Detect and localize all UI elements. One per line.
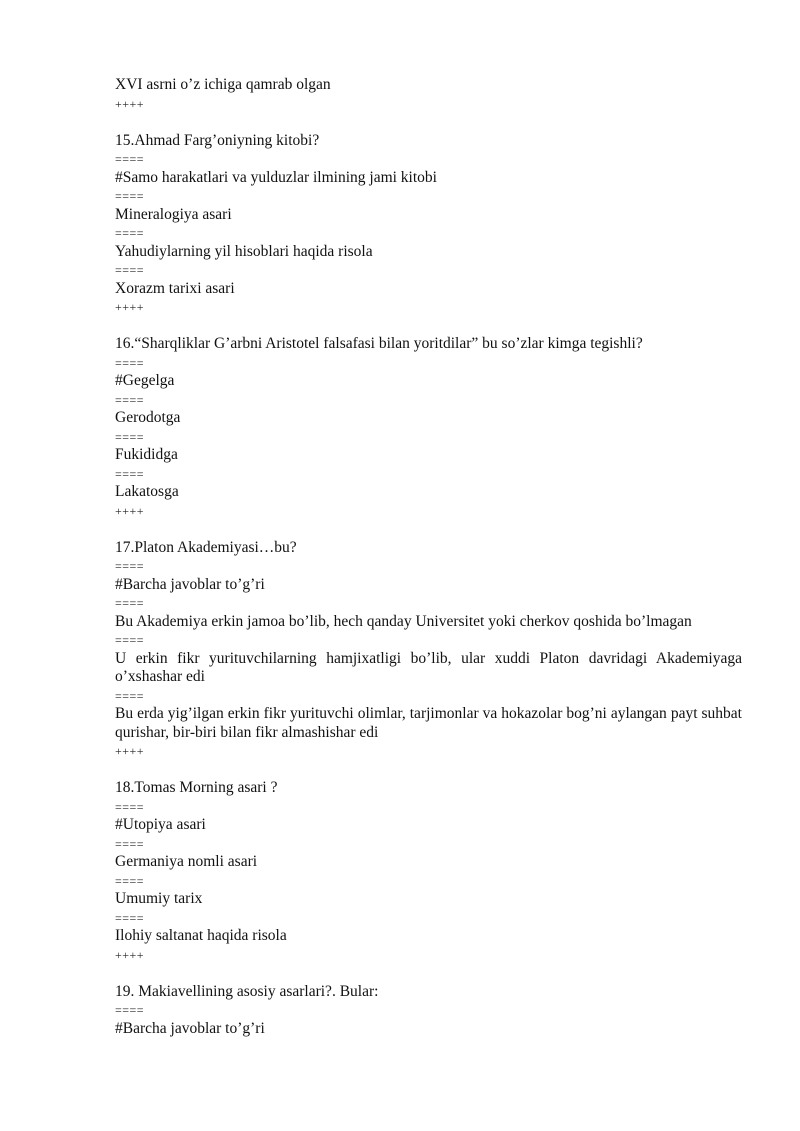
separator-line: ====: [115, 152, 145, 166]
separator-line: ====: [115, 688, 145, 703]
text-line: Mineralogiya asari: [115, 205, 232, 223]
text-line: 17.Platon Akademiyasi…bu?: [115, 538, 297, 556]
separator-line: ====: [115, 836, 145, 851]
separator-line: ====: [115, 799, 145, 814]
text-line: XVI asrni o’z ichiga qamrab olgan: [115, 76, 331, 93]
text-line: #Utopiya asari: [115, 816, 206, 833]
separator-line: ====: [115, 910, 145, 925]
text-line: #Barcha javoblar to’g’ri: [115, 575, 265, 593]
text-line: 19. Makiavellining asosiy asarlari?. Bular:: [115, 982, 379, 1000]
blank-line: [115, 113, 742, 132]
text-line: Yahudiylarning yil hisoblari haqida risola: [115, 242, 373, 260]
text-line: #Barcha javoblar to’g’ri: [115, 1019, 265, 1037]
text-line: U erkin fikr yurituvchilarning hamjixatligi bo’lib, ular xuddi Platon davridagi Akademiyaga o’xshashar edi: [115, 649, 742, 685]
text-line: 18.Tomas Morning asari ?: [115, 779, 278, 796]
text-line: Umumiy tarix: [115, 890, 203, 907]
text-line: #Gegelga: [115, 372, 175, 389]
separator-line: ++++: [115, 300, 145, 314]
separator-line: ++++: [115, 947, 145, 962]
separator-line: ====: [115, 355, 145, 370]
text-line: Xorazm tarixi asari: [115, 279, 235, 297]
separator-line: ++++: [115, 96, 145, 111]
separator-line: ====: [115, 873, 145, 888]
blank-line: [115, 761, 742, 780]
separator-line: ====: [115, 1003, 145, 1017]
separator-line: ====: [115, 226, 145, 240]
separator-line: ====: [115, 392, 145, 407]
quiz-content: [115, 76, 742, 1038]
blank-line: [115, 964, 742, 983]
text-line: Fukididga: [115, 446, 178, 463]
text-line: Gerodotga: [115, 409, 181, 426]
text-line: Bu Akademiya erkin jamoa bo’lib, hech qanday Universitet yoki cherkov qoshida bo’lmagan: [115, 612, 692, 630]
text-line: Ilohiy saltanat haqida risola: [115, 927, 287, 944]
text-line: #Samo harakatlari va yulduzlar ilmining jami kitobi: [115, 168, 437, 186]
text-line: Lakatosga: [115, 483, 179, 500]
separator-line: ====: [115, 189, 145, 203]
separator-line: ++++: [115, 503, 145, 518]
blank-line: [115, 317, 742, 336]
separator-line: ====: [115, 596, 145, 610]
text-line: Bu erda yig’ilgan erkin fikr yurituvchi olimlar, tarjimonlar va hokazolar bog’ni aylangan payt suhbat qurishar, bir-biri bilan fikr almashishar edi: [115, 705, 742, 741]
separator-line: ====: [115, 263, 145, 277]
separator-line: ====: [115, 466, 145, 481]
separator-line: ++++: [115, 744, 145, 758]
text-line: 15.Ahmad Farg’oniyning kitobi?: [115, 131, 320, 149]
separator-line: ====: [115, 429, 145, 444]
separator-line: ====: [115, 633, 145, 647]
separator-line: ====: [115, 559, 145, 573]
text-line: 16.“Sharqliklar G’arbni Aristotel falsafasi bilan yoritdilar” bu so’zlar kimga tegishli?: [115, 335, 643, 352]
blank-line: [115, 520, 742, 539]
text-line: Germaniya nomli asari: [115, 853, 258, 870]
